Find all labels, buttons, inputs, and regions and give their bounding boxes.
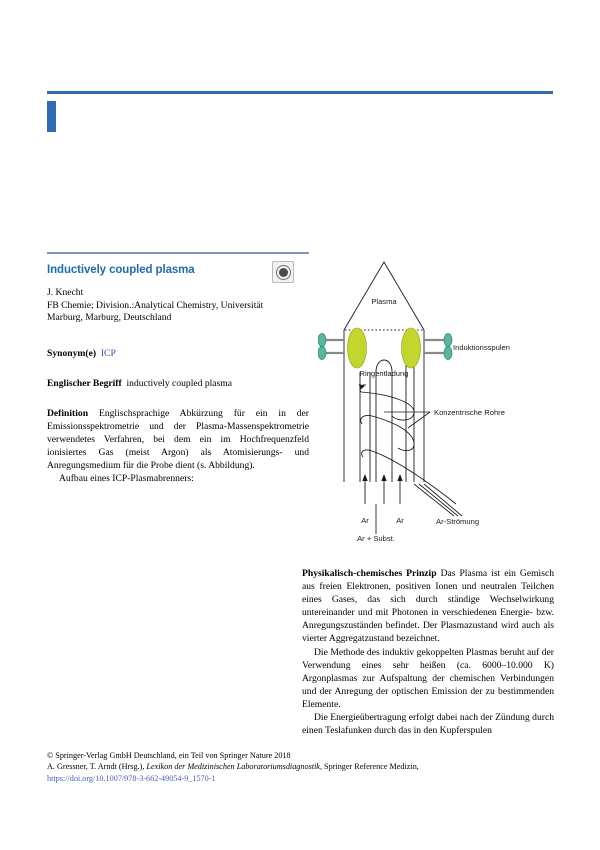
synonym-label: Synonym(e) <box>47 347 97 359</box>
figure-label-ringentladung: Ringentladung <box>359 369 409 378</box>
figure-label-induktionsspulen: Induktionsspulen <box>453 343 510 352</box>
coil-cross-section-right-bottom <box>444 347 452 360</box>
author-affiliation-block <box>47 287 309 325</box>
argon-stream-leader-lines <box>414 484 462 516</box>
crossmark-dot-icon <box>279 268 288 277</box>
method-paragraph: Die Methode des induktiv gekoppelten Plasmas beruht auf der Verwendung eines sehr heißen (ca. 6000–10.000 K) Argonplasmas zur Aufspaltung der chemischen Verbindungen und der Anregung der optischen Emission der zu bestimmenden Elemente. <box>302 646 554 710</box>
principle-paragraph <box>302 567 554 646</box>
figure-label-ar-subst: Ar + Subst. <box>357 534 395 543</box>
footer-copyright: © Springer-Verlag GmbH Deutschland, ein Teil von Springer Nature 2018 <box>47 751 291 760</box>
english-term-line <box>47 377 309 390</box>
argon-flow-arrows <box>362 474 402 504</box>
section-letter-mark <box>47 101 56 132</box>
footer-doi-link[interactable]: https://doi.org/10.1007/978-3-662-49054-9_1570-1 <box>47 773 216 783</box>
right-column <box>302 567 554 737</box>
affiliation-line-1: FB Chemie; Division.:Analytical Chemistry, Universität <box>47 299 264 311</box>
affiliation-line-2: Marburg, Marburg, Deutschland <box>47 312 172 324</box>
coil-cross-section-left-top <box>318 334 326 347</box>
page-footer <box>47 750 517 784</box>
icp-plasma-torch-figure <box>318 252 578 552</box>
definition-paragraph <box>47 407 309 472</box>
english-term-value: inductively coupled plasma <box>126 377 233 389</box>
plasma-flame-outline <box>344 262 424 330</box>
footer-editors-prefix: A. Gressner, T. Arndt (Hrsg.), <box>47 762 147 772</box>
left-column <box>47 252 309 485</box>
aufbau-line: Aufbau eines ICP-Plasmabrenners: <box>59 473 194 485</box>
coil-cross-section-right-top <box>444 334 452 347</box>
principle-label: Physikalisch-chemisches Prinzip <box>302 568 437 579</box>
gas-swirl-flow-lines <box>360 385 456 504</box>
entry-title-rule <box>47 252 309 254</box>
footer-book-title: Lexikon der Medizinischen Laboratoriumsdiagnostik <box>146 762 320 772</box>
english-term-label: Englischer Begriff <box>47 377 122 389</box>
coil-cross-section-left-bottom <box>318 347 326 360</box>
definition-text: Englischsprachige Abkürzung für ein in der Emissionsspektrometrie und der Plasma-Massenspektrometrie verwendetes Verfahren, bei dem ein im Hochfrequenzfeld ionisiertes Gas (meist Argon) als Atomisierungs- und Anregungsmedium für die Probe dient (s. Abbildung). <box>47 407 310 472</box>
crossmark-ring-icon <box>276 265 291 280</box>
figure-label-plasma: Plasma <box>371 297 397 306</box>
synonym-value-link[interactable]: ICP <box>100 347 116 359</box>
figure-label-konzentrische-rohre: Konzentrische Rohre <box>434 408 505 417</box>
definition-label: Definition <box>47 407 89 419</box>
running-head-rule <box>47 91 553 94</box>
energy-transfer-paragraph: Die Energieübertragung erfolgt dabei nach der Zündung durch einen Teslafunken durch das in den Kupferspulen <box>302 712 554 737</box>
ring-discharge-ellipse-right <box>402 328 421 368</box>
page-title: Inductively coupled plasma <box>47 264 195 276</box>
footer-citation <box>47 761 517 772</box>
principle-text: Das Plasma ist ein Gemisch aus freien Elektronen, positiven Ionen und neutralen Teilchen eines Gases, das sich durch ständige Wechselwirkung untereinander und mit Photonen in verschiedenen Energie- bzw. Anregungszuständen befindet. Der Plasmazustand wird auch als vierter Aggregatzustand bezeichnet. <box>302 568 555 645</box>
check-for-updates-icon[interactable] <box>272 261 294 283</box>
figure-label-ar-stroemung: Ar-Strömung <box>436 517 480 526</box>
footer-editors-suffix: , Springer Reference Medizin, <box>319 762 419 772</box>
ring-discharge-ellipse-left <box>348 328 367 368</box>
synonym-line <box>47 347 309 360</box>
author-name: J. Knecht <box>47 287 84 298</box>
figure-label-ar-right: Ar <box>396 516 404 525</box>
figure-label-ar-left: Ar <box>361 516 369 525</box>
